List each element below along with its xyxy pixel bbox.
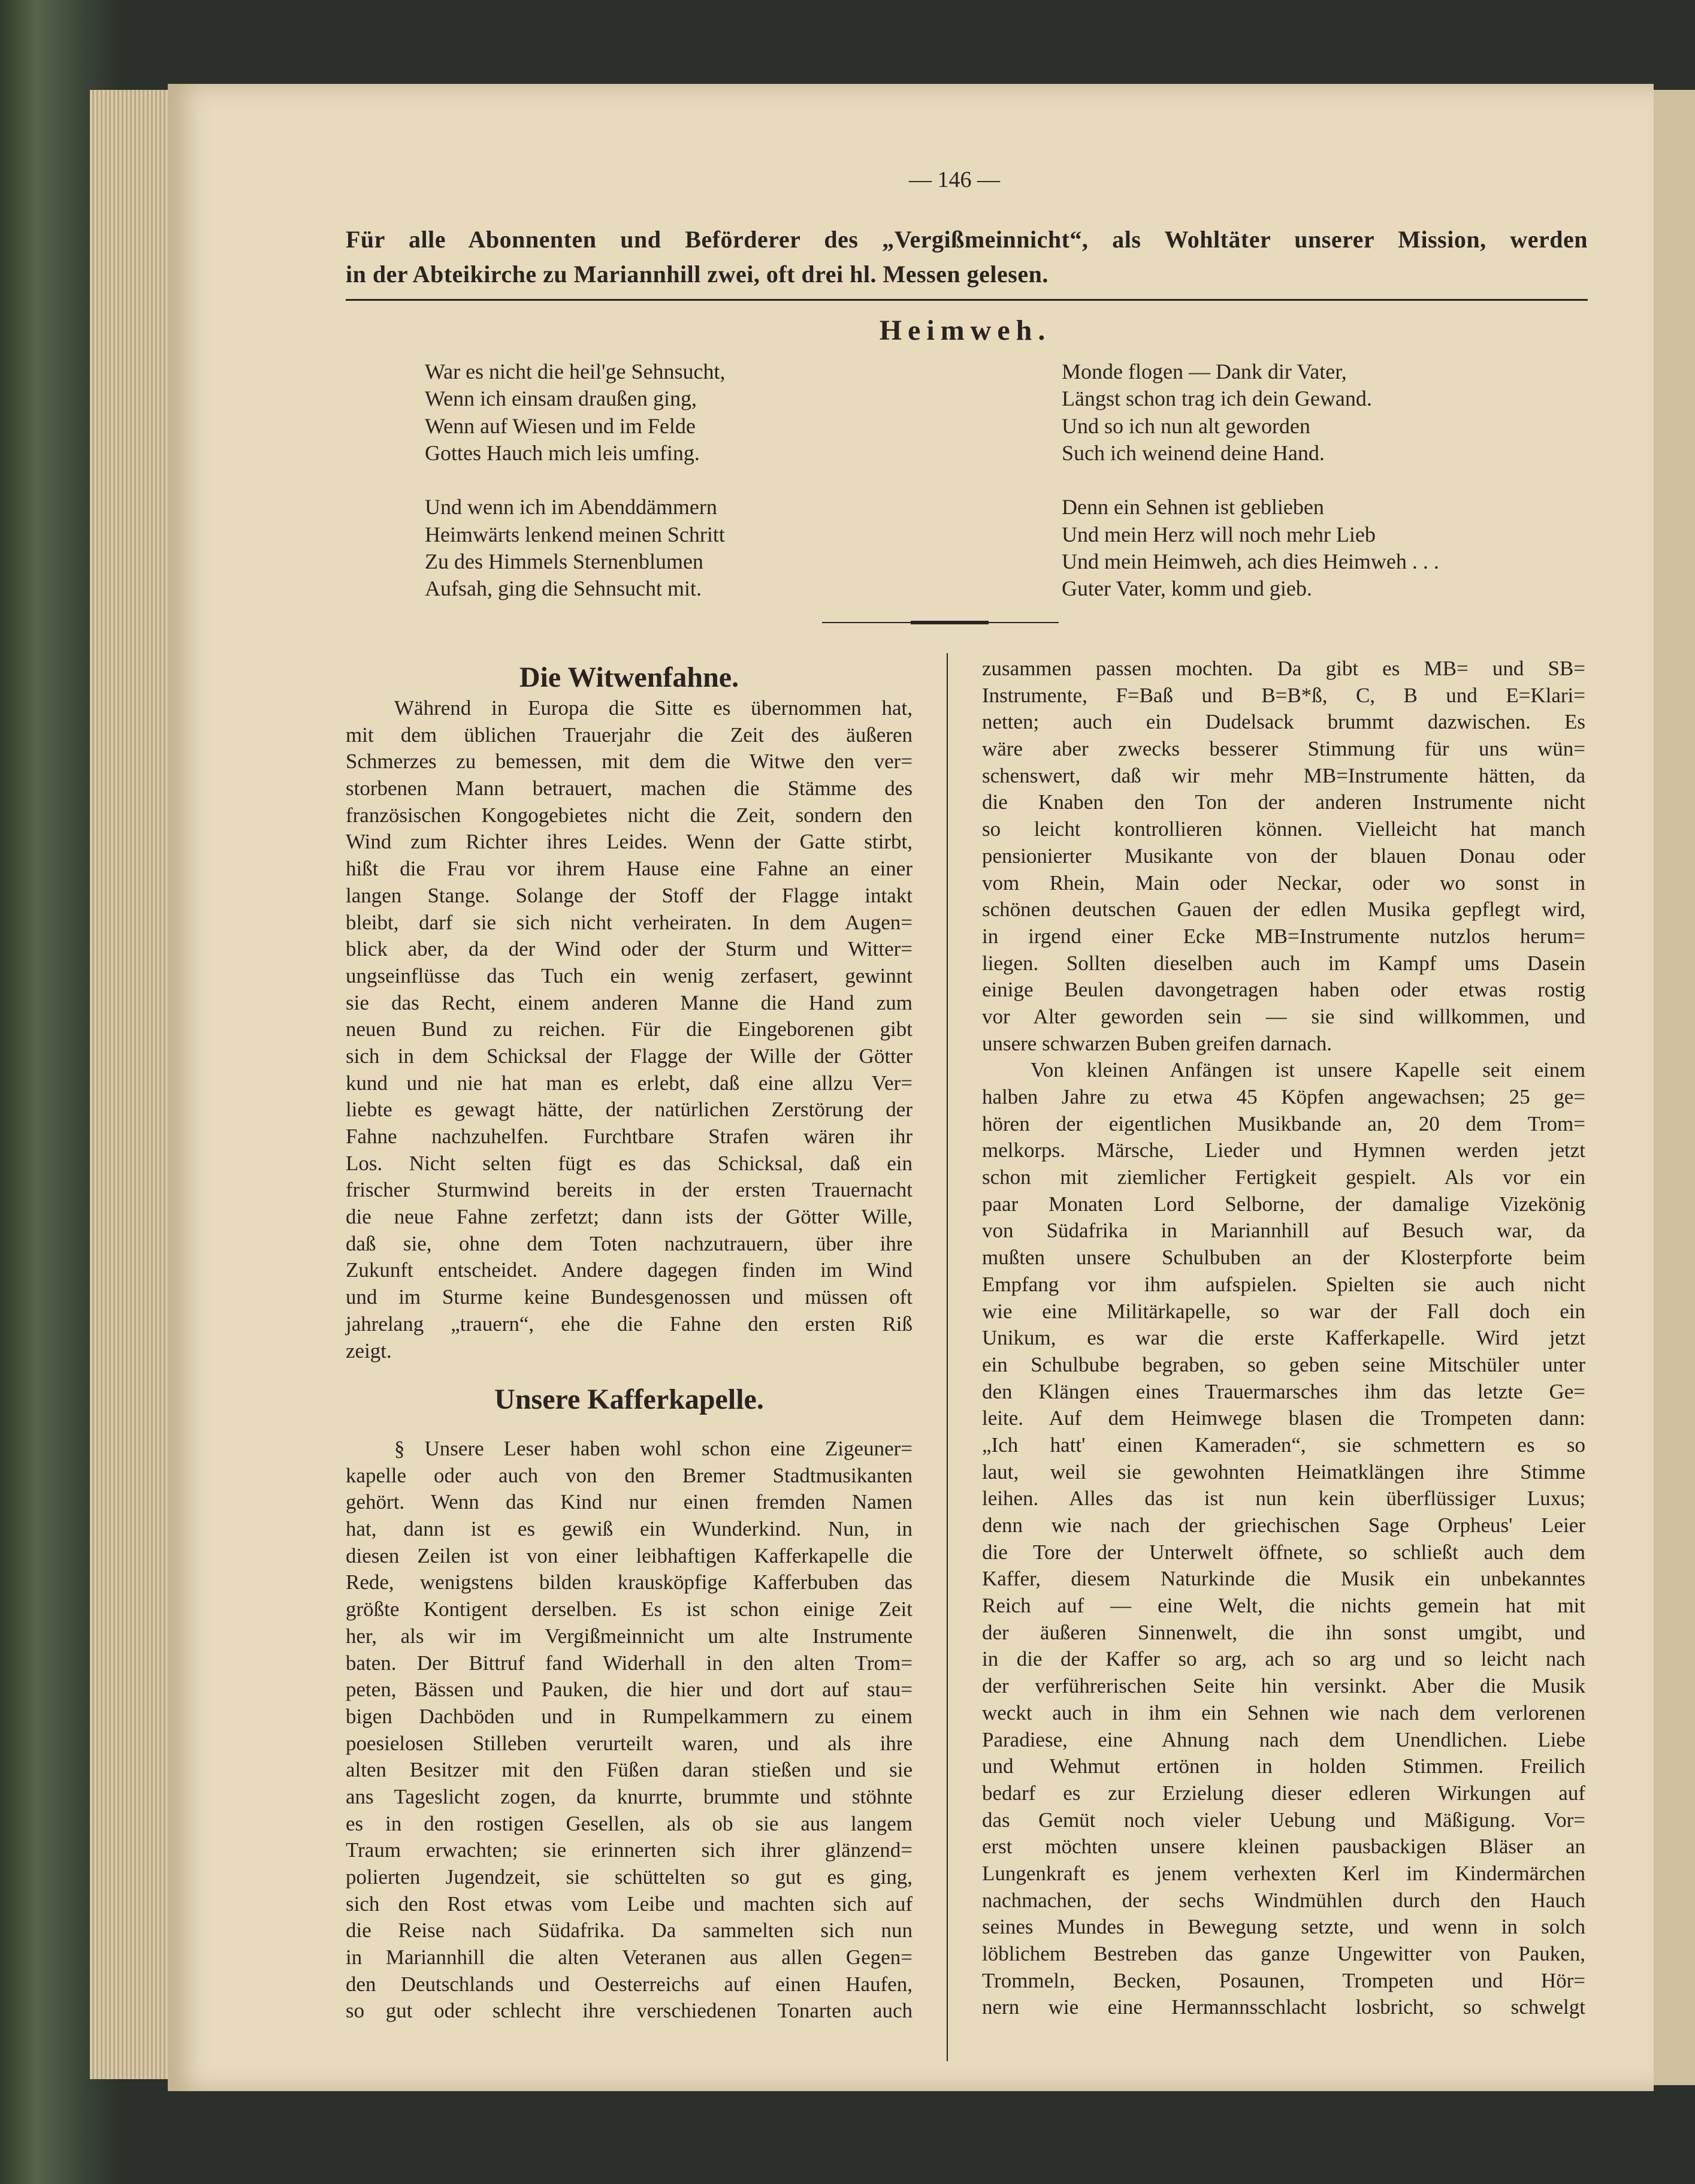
text-line: die Reise nach Südafrika. Da sammelten sich nun — [346, 1919, 913, 1943]
text-line: größte Kontigent derselben. Es ist schon einige Zeit — [346, 1597, 913, 1621]
text-line: erst möchten unsere kleinen pausbackigen Bläser an — [982, 1835, 1585, 1859]
text-line: und im Sturme keine Bundesgenossen und müssen oft — [346, 1285, 913, 1309]
text-line: Von kleinen Anfängen ist unsere Kapelle seit einem — [1031, 1058, 1585, 1082]
text-line: so leicht kontrollieren können. Vielleicht hat manch — [982, 817, 1585, 841]
text-line: baten. Der Bittruf fand Widerhall in den alten Trom= — [346, 1651, 913, 1675]
text-line: denn wie nach der griechischen Sage Orpheus' Leier — [982, 1514, 1585, 1537]
text-line: Rede, wenigstens bilden krausköpfige Kafferbuben das — [346, 1570, 913, 1594]
text-line: diesen Zeilen ist von einer leibhaftigen Kafferkapelle die — [346, 1543, 913, 1567]
text-line: Trommeln, Becken, Posaunen, Trompeten und Hör= — [982, 1968, 1585, 1992]
text-line: einige Beulen davongetragen haben oder etwas rostig — [982, 978, 1585, 1002]
text-line: liegen. Sollten dieselben auch im Kampf ums Dasein — [982, 951, 1585, 975]
text-line: Traum erwachten; sie erinnerten sich ihrer glänzend= — [346, 1838, 913, 1862]
text-line: melkorps. Märsche, Lieder und Hymnen werden jetzt — [982, 1138, 1585, 1162]
text-line: schon mit ziemlicher Fertigkeit gespielt. Als vor ein — [982, 1165, 1585, 1189]
poem-line: Wenn auf Wiesen und im Felde — [425, 413, 696, 438]
text-line: leihen. Alles das ist nun kein überflüssiger Luxus; — [982, 1487, 1585, 1511]
text-line: vom Rhein, Main oder Neckar, oder wo sonst in — [982, 871, 1585, 895]
article-title-witwenfahne: Die Witwenfahne. — [519, 661, 739, 693]
text-line: mußten unsere Schulbuben an der Klosterpforte beim — [982, 1246, 1585, 1270]
text-line: bigen Dachböden und in Rumpelkammern zu einem — [346, 1704, 913, 1728]
poem-line: War es nicht die heil'ge Sehnsucht, — [425, 360, 726, 383]
poem-title: Heimweh. — [879, 315, 1052, 346]
poem-line: Zu des Himmels Sternenblumen — [425, 549, 703, 574]
text-line: zeigt. — [346, 1339, 392, 1363]
text-line: kapelle oder auch von den Bremer Stadtmusikanten — [346, 1463, 913, 1487]
text-line: paar Monaten Lord Selborne, der damalige Vizekönig — [982, 1192, 1585, 1216]
text-line: es in den rostigen Gesellen, als ob sie aus langem — [346, 1811, 913, 1835]
text-line: die Knaben den Ton der anderen Instrumente nicht — [982, 790, 1585, 814]
text-line: frischer Sturmwind bereits in der ersten Trauernacht — [346, 1178, 913, 1202]
text-line: § Unsere Leser haben wohl schon eine Zigeuner= — [394, 1437, 913, 1460]
text-line: liebte es gewagt hätte, der natürlichen Zerstörung der — [346, 1098, 913, 1122]
next-page-sliver — [1651, 90, 1695, 2085]
text-line: ungseinflüsse das Tuch ein wenig zerfasert, gewinnt — [346, 963, 913, 987]
text-line: halben Jahre zu etwa 45 Köpfen angewachsen; 25 ge= — [982, 1085, 1585, 1108]
text-line: in irgend einer Ecke MB=Instrumente nutzlos herum= — [982, 924, 1585, 948]
text-line: jahrelang „trauern“, ehe die Fahne den ersten Riß — [346, 1312, 913, 1336]
text-line: vor Alter geworden sein — sie sind willkommen, und — [982, 1004, 1585, 1028]
section-divider-center — [911, 621, 989, 624]
page-number: — 146 — — [909, 167, 1000, 192]
text-line: sich in dem Schicksal der Flagge der Wille der Götter — [346, 1044, 913, 1068]
text-line: nern wie eine Hermannsschlacht losbricht, so schwelgt — [982, 1995, 1585, 2019]
text-line: „Ich hatt' einen Kameraden“, sie schmettern es so — [982, 1433, 1585, 1457]
text-line: langen Stange. Solange der Stoff der Flagge intakt — [346, 883, 913, 907]
poem-line: Heimwärts lenkend meinen Schritt — [425, 522, 725, 546]
text-line: ein Schulbube begraben, so geben seine Mitschüler unter — [982, 1352, 1585, 1376]
poem-line: Guter Vater, komm und gieb. — [1062, 576, 1312, 601]
text-line: in Mariannhill die alten Veteranen aus allen Gegen= — [346, 1946, 913, 1969]
text-line: schenswert, daß wir mehr MB=Instrumente hätten, da — [982, 763, 1585, 787]
poem-line: Und mein Herz will noch mehr Lieb — [1062, 522, 1376, 546]
text-line: das Gemüt noch vieler Uebung und Mäßigung. Vor= — [982, 1808, 1585, 1832]
text-line: zusammen passen mochten. Da gibt es MB= und SB= — [982, 657, 1585, 680]
text-line: die Tore der Unterwelt öffnete, so schließt auch dem — [982, 1540, 1585, 1564]
text-line: Instrumente, F=Baß und B=B*ß, C, B und E=Klari= — [982, 683, 1585, 707]
poem-line: Und mein Heimweh, ach dies Heimweh . . . — [1062, 549, 1439, 574]
poem-line: Und wenn ich im Abenddämmern — [425, 495, 717, 519]
text-line: peten, Bässen und Pauken, die hier und dort auf stau= — [346, 1678, 913, 1702]
text-line: wäre aber zwecks besserer Stimmung für uns wün= — [982, 737, 1585, 761]
text-line: Kaffer, diesem Naturkinde die Musik ein unbekanntes — [982, 1567, 1585, 1591]
text-line: Schmerzes zu bemessen, mit dem die Witwe den ver= — [346, 750, 913, 774]
text-line: Zukunft entscheidet. Andere dagegen finden im Wind — [346, 1258, 913, 1282]
text-line: hat, dann ist es gewiß ein Wunderkind. Nun, in — [346, 1517, 913, 1541]
text-line: mit dem üblichen Trauerjahr die Zeit des äußeren — [346, 723, 913, 747]
text-line: löblichem Bestreben das ganze Ungewitter von Pauken, — [982, 1942, 1585, 1965]
text-line: die neue Fahne zerfetzt; dann ists der Götter Wille, — [346, 1205, 913, 1229]
poem-line: Denn ein Sehnen ist geblieben — [1062, 495, 1324, 519]
text-line: Paradiese, eine Ahnung nach dem Unendlichen. Liebe — [982, 1727, 1585, 1751]
text-line: der verführerischen Seite hin versinkt. Aber die Musik — [982, 1674, 1585, 1698]
text-line: Lungenkraft es jenem verhexten Kerl im Kindermärchen — [982, 1861, 1585, 1885]
text-line: den Klängen eines Trauermarsches ihm das letzte Ge= — [982, 1379, 1585, 1403]
column-rule — [947, 653, 948, 2061]
stanza-gap — [425, 467, 725, 494]
text-line: bedarf es zur Erzielung dieser edleren Wirkungen auf — [982, 1781, 1585, 1805]
text-line: von Südafrika in Mariannhill auf Besuch war, da — [982, 1219, 1585, 1243]
page-edges — [90, 90, 174, 2079]
text-line: Unikum, es war die erste Kafferkapelle. Wird jetzt — [982, 1326, 1585, 1350]
text-line: Fahne nachzuhelfen. Furchtbare Strafen wären ihr — [346, 1125, 913, 1148]
text-line: leite. Auf dem Heimwege blasen die Trompeten dann: — [982, 1406, 1585, 1430]
text-line: her, als wir im Vergißmeinnicht um alte Instrumente — [346, 1624, 913, 1648]
text-line: Empfang vor ihm aufspielen. Spielten sie auch nicht — [982, 1272, 1585, 1296]
article-witwenfahne-body — [346, 695, 913, 1364]
header-rule — [346, 299, 1588, 301]
notice-line-2: in der Abteikirche zu Mariannhill zwei, oft drei hl. Messen gelesen. — [346, 261, 1049, 288]
article-kafferkapelle-right-body — [982, 655, 1585, 2021]
text-line: hißt die Frau vor ihrem Hause eine Fahne an einer — [346, 857, 913, 881]
notice-line-1: Für alle Abonnenten und Beförderer des „Vergißmeinnicht“, als Wohltäter unserer Mission, werden — [346, 226, 1588, 253]
poem-line: Monde flogen — Dank dir Vater, — [1062, 360, 1347, 383]
text-line: daß sie, ohne dem Toten nachzutrauern, über ihre — [346, 1231, 913, 1255]
text-line: sie das Recht, einem anderen Manne die Hand zum — [346, 990, 913, 1014]
text-line: weckt auch in ihm ein Sehnen wie nach dem verlorenen — [982, 1700, 1585, 1724]
text-line: Während in Europa die Sitte es übernommen hat, — [394, 696, 913, 720]
text-line: polierten Jugendzeit, sie schüttelten so gut es ging, — [346, 1865, 913, 1889]
text-line: schönen deutschen Gauen der edlen Musika gepflegt wird, — [982, 898, 1585, 922]
text-line: seines Mundes in Bewegung setzte, und wenn in solch — [982, 1915, 1585, 1939]
text-line: alten Besitzer mit den Füßen daran stießen und sie — [346, 1758, 913, 1782]
poem-left-column — [425, 358, 725, 603]
poem-line: Such ich weinend deine Hand. — [1062, 440, 1325, 465]
text-line: nachmachen, der sechs Windmühlen durch den Hauch — [982, 1888, 1585, 1912]
poem-line: Längst schon trag ich dein Gewand. — [1062, 386, 1372, 411]
text-line: neuen Bund zu reichen. Für die Eingeborenen gibt — [346, 1017, 913, 1041]
text-line: Los. Nicht selten fügt es das Schicksal, daß ein — [346, 1151, 913, 1175]
text-line: wie eine Militärkapelle, so war der Fall doch ein — [982, 1299, 1585, 1323]
text-line: ans Tageslicht zogen, da knurrte, brummte und stöhnte — [346, 1784, 913, 1808]
poem-line: Und so ich nun alt geworden — [1062, 413, 1310, 438]
text-line: blick aber, da der Wind oder der Sturm und Witter= — [346, 937, 913, 961]
text-line: unsere schwarzen Buben greifen darnach. — [982, 1031, 1333, 1055]
text-line: kund und nie hat man es erlebt, daß eine allzu Ver= — [346, 1071, 913, 1095]
article-kafferkapelle-left-body — [346, 1436, 913, 2025]
poem-line: Wenn ich einsam draußen ging, — [425, 386, 697, 411]
text-line: laut, weil sie gewohnten Heimatklängen ihre Stimme — [982, 1460, 1585, 1484]
poem-line: Gottes Hauch mich leis umfing. — [425, 440, 700, 465]
text-line: Wind zum Richter ihres Leides. Wenn der Gatte stirbt, — [346, 830, 913, 854]
text-line: poesielosen Stilleben verurteilt waren, und als ihre — [346, 1731, 913, 1755]
text-line: bleibt, darf sie sich nicht verheiraten. In dem Augen= — [346, 910, 913, 934]
text-line: und Wehmut ertönen in holden Stimmen. Freilich — [982, 1754, 1585, 1778]
text-line: französischen Kongogebietes nicht die Zeit, sondern den — [346, 803, 913, 827]
text-line: der äußeren Sinnenwelt, die ihn sonst umgibt, und — [982, 1620, 1585, 1644]
poem-line: Aufsah, ging die Sehnsucht mit. — [425, 576, 702, 601]
article-title-kafferkapelle: Unsere Kafferkapelle. — [494, 1383, 764, 1415]
text-line: so gut oder schlecht ihre verschiedenen Tonarten auch — [346, 1999, 913, 2023]
text-line: in die der Kaffer so arg, ach so arg und so leicht nach — [982, 1647, 1585, 1671]
poem-right-column — [1062, 358, 1439, 603]
text-line: netten; auch ein Dudelsack brummt dazwischen. Es — [982, 710, 1585, 734]
text-line: storbenen Mann betrauert, machen die Stämme des — [346, 777, 913, 801]
text-line: gehört. Wenn das Kind nur einen fremden Namen — [346, 1490, 913, 1514]
stanza-gap — [1062, 467, 1439, 494]
text-line: pensionierter Musikante von der blauen Donau oder — [982, 844, 1585, 868]
text-line: hören der eigentlichen Musikbande an, 20 dem Trom= — [982, 1111, 1585, 1135]
text-line: sich den Rost etwas vom Leibe und machten sich auf — [346, 1892, 913, 1916]
text-line: den Deutschlands und Oesterreichs auf einen Haufen, — [346, 1972, 913, 1996]
text-line: Reich auf — eine Welt, die nichts gemein hat mit — [982, 1594, 1585, 1618]
